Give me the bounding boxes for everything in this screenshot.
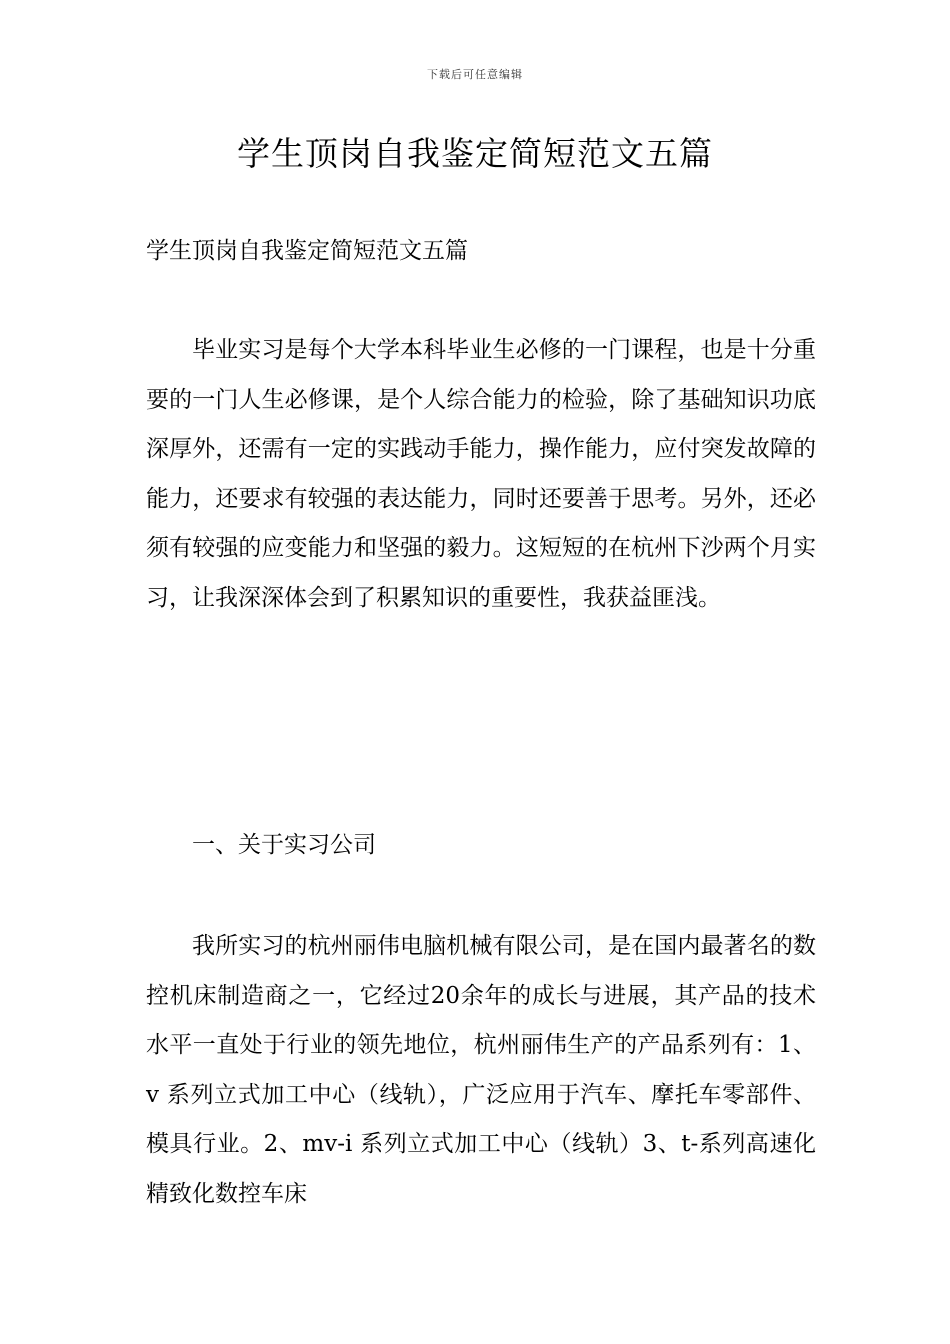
company-paragraph: 我所实习的杭州丽伟电脑机械有限公司，是在国内最著名的数控机床制造商之一，它经过20余年的成长与进展，其产品的技术水平一直处于行业的领先地位，杭州丽伟生产的产品系列有：1、 v 系列立式加工中心（线轨），广泛应用于汽车、摩托车零部件、模具行业。2、mv-i 系列立式加工中心（线轨）3、t-系列高速化精致化数控车床 <box>146 933 816 1207</box>
intro-paragraph: 毕业实习是每个大学本科毕业生必修的一门课程，也是十分重要的一门人生必修课，是个人综合能力的检验，除了基础知识功底深厚外，还需有一定的实践动手能力，操作能力，应付突发故障的能力，还要求有较强的表达能力，同时还要善于思考。另外，还必须有较强的应变能力和坚强的毅力。这短短的在杭州下沙两个月实习，让我深深体会到了积累知识的重要性，我获益匪浅。 <box>146 337 816 611</box>
document-title: 学生顶岗自我鉴定简短范文五篇 <box>237 134 713 173</box>
document-subtitle: 学生顶岗自我鉴定简短范文五篇 <box>146 238 468 264</box>
header-note: 下载后可任意编辑 <box>427 68 523 81</box>
section-heading: 一、关于实习公司 <box>192 832 376 858</box>
